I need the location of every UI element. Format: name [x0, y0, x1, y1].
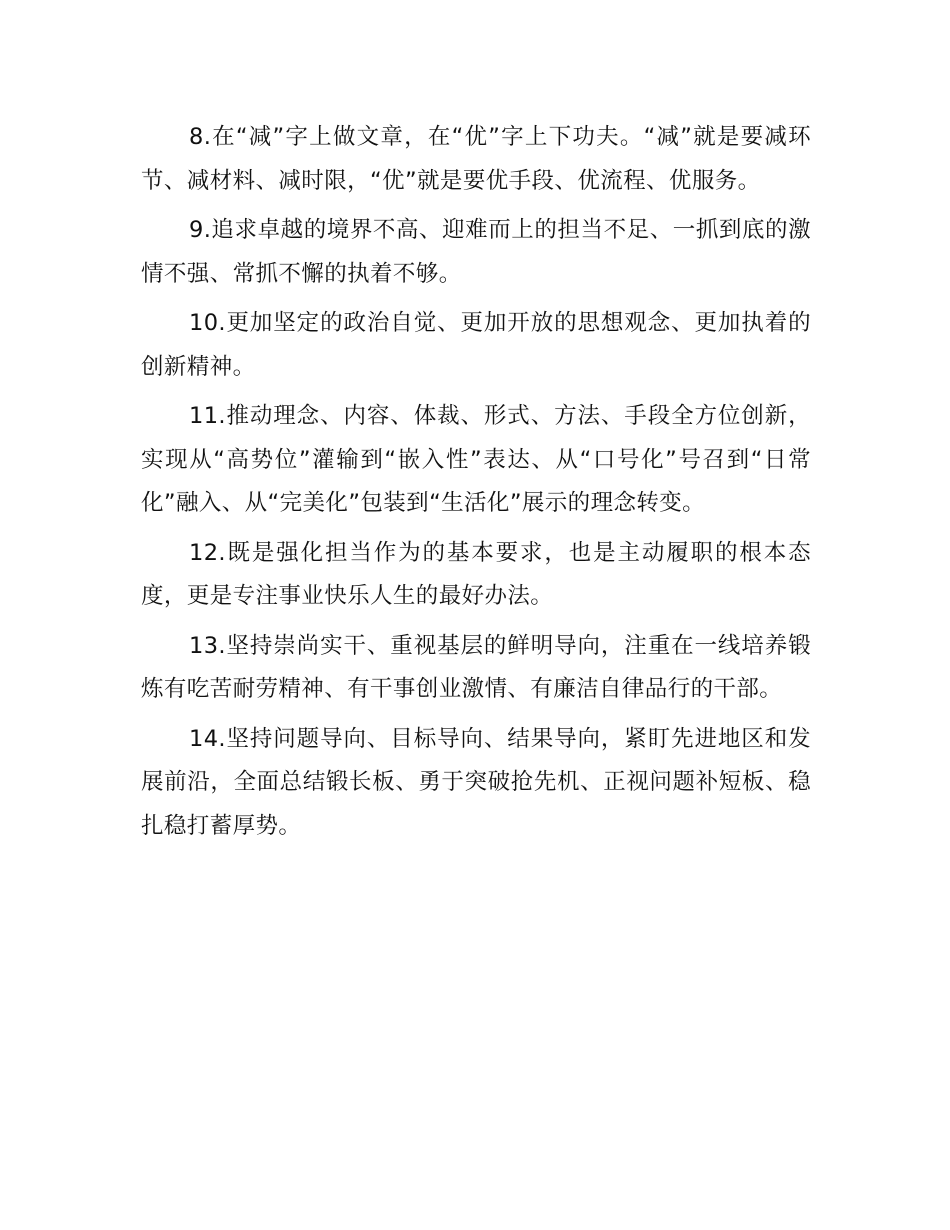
paragraph-10: 10.更加坚定的政治自觉、更加开放的思想观念、更加执着的创新精神。: [141, 310, 811, 380]
paragraph-11: 11.推动理念、内容、体裁、形式、方法、手段全方位创新，实现从“高势位”灌输到“嵌入性”表达、从“口号化”号召到“日常化”融入、从“完美化”包装到“生活化”展示的理念转变。: [141, 403, 811, 516]
paragraph-14: 14.坚持问题导向、目标导向、结果导向，紧盯先进地区和发展前沿，全面总结锻长板、勇于突破抢先机、正视问题补短板、稳扎稳打蓄厚势。: [141, 725, 811, 839]
document-body: [141, 116, 811, 854]
paragraph-8: 8.在“减”字上做文章，在“优”字上下功夫。“减”就是要减环节、减材料、减时限，“优”就是要优手段、优流程、优服务。: [141, 124, 811, 194]
paragraph-12: 12.既是强化担当作为的基本要求，也是主动履职的根本态度，更是专注事业快乐人生的最好办法。: [141, 539, 811, 609]
paragraph-9: 9.追求卓越的境界不高、迎难而上的担当不足、一抓到底的激情不强、常抓不懈的执着不够。: [141, 217, 811, 287]
paragraph-13: 13.坚持崇尚实干、重视基层的鲜明导向，注重在一线培养锻炼有吃苦耐劳精神、有干事创业激情、有廉洁自律品行的干部。: [141, 632, 811, 702]
